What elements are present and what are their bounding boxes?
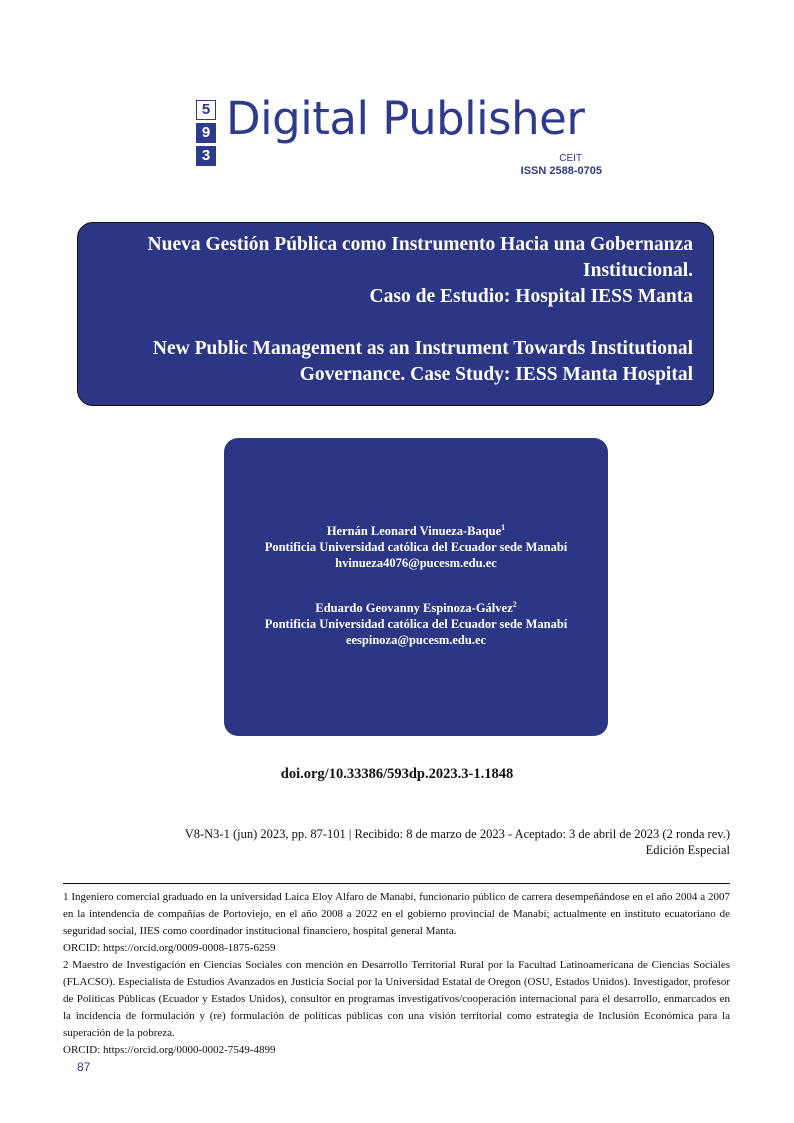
- author-affiliation: Pontificia Universidad católica del Ecuador sede Manabí: [264, 617, 568, 632]
- logo-title: Digital Publisher: [226, 92, 585, 145]
- footnote: 2 Maestro de Investigación en Ciencias Sociales con mención en Desarrollo Territorial Rural por la Facultad Latinoamericana de Ciencias Sociales (FLACSO). Especialista de Estudios Avanzados en Justicia Social por la Universidad Estatal de Oregon (OSU, Estados Unidos). Investigador, profesor de Políticas Públicas (Ecuador y Estados Unidos), consultor en programas investigativos/cooperación internacional para el desarrollo, enmarcados en la incidencia de formulación y (re) formulación de políticas públicas con una visión territorial como estrategia de Inclusión Económica para la superación de la pobreza.: [63, 959, 730, 1039]
- footnote-orcid[interactable]: ORCID: https://orcid.org/0000-0002-7549-4899: [63, 1044, 276, 1056]
- author-box: [224, 438, 608, 736]
- title-es-line: Institucional.: [583, 260, 693, 281]
- logo-subtitle: CEIT: [559, 153, 582, 164]
- issn-label: ISSN 2588-0705: [520, 165, 602, 177]
- footnote: 1 Ingeniero comercial graduado en la universidad Laica Eloy Alfaro de Manabí, funcionario público de carrera desempeñándose en el año 2004 a 2007 en la intendencia de compañías de Portoviejo, en el año 2008 a 2022 en el gobierno provincial de Manabí; actualmente en instituto ecuatoriano de seguridad social, IIES como coordinador institucional financiero, hospital general Manta.: [63, 891, 730, 937]
- author-name: Eduardo Geovanny Espinoza-Gálvez$^2$: [315, 600, 517, 616]
- author-name: Hernán Leonard Vinueza-Baque$^1$: [326, 523, 506, 539]
- logo-digit-stack: [196, 100, 216, 169]
- title-es-line: Caso de Estudio: Hospital IESS Manta: [369, 286, 693, 307]
- journal-logo: [196, 92, 616, 182]
- title-en-line: New Public Management as an Instrument Towards Institutional: [152, 338, 693, 359]
- title-es-line: Nueva Gestión Pública como Instrumento Hacia una Gobernanza: [147, 234, 693, 255]
- footnotes: [63, 889, 730, 1059]
- logo-digit: 9: [196, 123, 216, 143]
- footnote-orcid[interactable]: ORCID: https://orcid.org/0009-0008-1875-6259: [63, 942, 276, 954]
- author-affiliation: Pontificia Universidad católica del Ecuador sede Manabí: [264, 540, 568, 555]
- title-en-line: Governance. Case Study: IESS Manta Hospital: [299, 364, 693, 385]
- footnote-divider: [63, 883, 730, 884]
- doi-link[interactable]: doi.org/10.33386/593dp.2023.3-1.1848: [280, 766, 514, 782]
- logo-digit: 5: [196, 100, 216, 120]
- article-title-box: [77, 222, 714, 406]
- publication-meta: [60, 826, 730, 858]
- author-email[interactable]: hvinueza4076@pucesm.edu.ec: [335, 556, 497, 571]
- edition-label: Edición Especial: [645, 843, 730, 857]
- author-email[interactable]: eespinoza@pucesm.edu.ec: [345, 633, 487, 648]
- logo-digit: 3: [196, 146, 216, 166]
- page-number: 87: [77, 1060, 91, 1074]
- publication-info: V8-N3-1 (jun) 2023, pp. 87-101 | Recibido: 8 de marzo de 2023 - Aceptado: 3 de abril de 2023 (2 ronda rev.): [184, 827, 730, 841]
